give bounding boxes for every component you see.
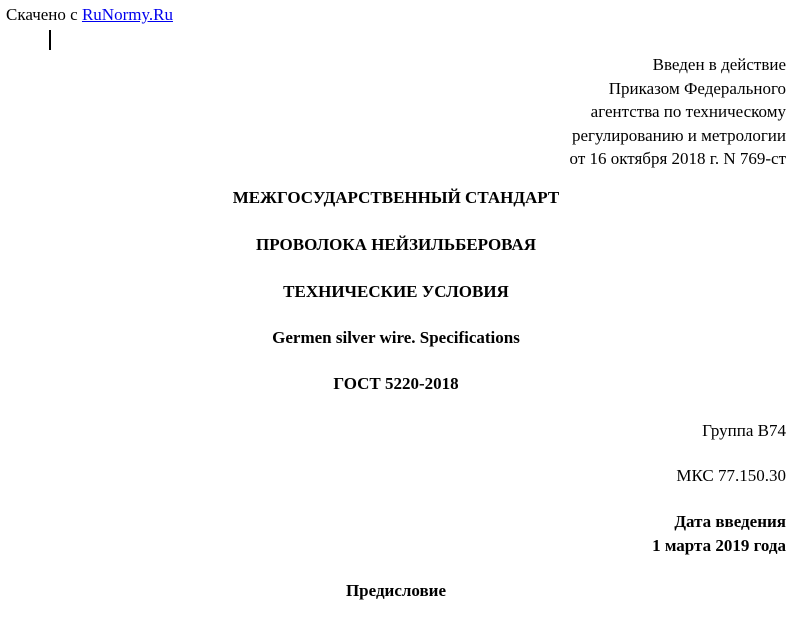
english-title: Germen silver wire. Specifications	[272, 328, 520, 347]
group-code: Группа В74	[702, 421, 786, 440]
standard-type-heading: МЕЖГОСУДАРСТВЕННЫЙ СТАНДАРТ	[232, 188, 560, 207]
source-prefix: Скачено с	[6, 5, 82, 24]
enactment-line: Приказом Федерального	[608, 78, 786, 98]
introduction-date-value: 1 марта 2019 года	[652, 535, 786, 555]
enactment-line: Введен в действие	[652, 55, 786, 74]
enactment-line: агентства по техническому	[590, 102, 786, 121]
document-subtitle: ТЕХНИЧЕСКИЕ УСЛОВИЯ	[283, 282, 509, 301]
introduction-date-label: Дата введения	[674, 512, 786, 531]
introduction-date-block	[652, 510, 786, 557]
text-cursor	[49, 30, 51, 50]
mks-code: МКС 77.150.30	[676, 466, 786, 485]
source-link[interactable]: RuNormy.Ru	[81, 5, 173, 24]
standard-designation: ГОСТ 5220-2018	[333, 374, 459, 393]
foreword-heading: Предисловие	[345, 581, 447, 600]
source-line	[6, 5, 173, 25]
document-title: ПРОВОЛОКА НЕЙЗИЛЬБЕРОВАЯ	[256, 235, 536, 254]
enactment-block	[570, 53, 786, 171]
enactment-line: от 16 октября 2018 г. N 769-ст	[569, 149, 786, 168]
enactment-line: регулированию и метрологии	[571, 125, 786, 145]
